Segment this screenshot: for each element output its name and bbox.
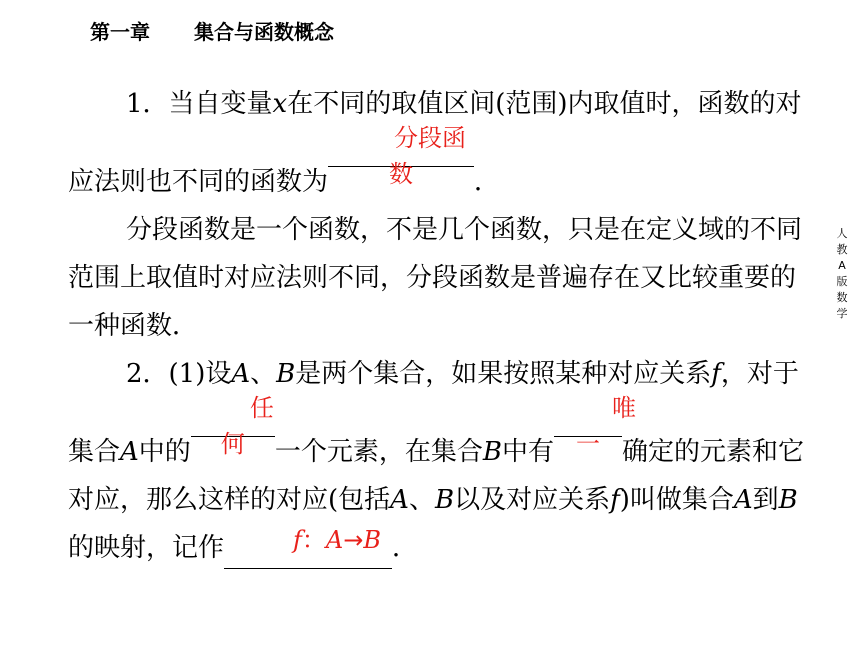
side-char: 数: [836, 291, 848, 304]
text: ．: [474, 167, 501, 197]
text: 中的: [138, 437, 191, 467]
text: 以及对应关系: [454, 485, 611, 515]
side-char: 人: [836, 227, 848, 240]
side-char: 版: [836, 275, 848, 288]
set-a: A: [390, 485, 409, 515]
text: ．: [392, 533, 419, 563]
chapter-title: 集合与函数概念: [194, 20, 334, 44]
text: 一个元素，在集合: [274, 437, 483, 467]
fill-blank-2: [191, 394, 275, 458]
fill-blank-4: [224, 526, 392, 569]
set-b: B: [276, 359, 296, 389]
arrow-icon: →: [343, 526, 364, 554]
side-label: [834, 226, 850, 322]
answer-1: 分段函数: [389, 124, 467, 188]
text: 中有: [501, 437, 554, 467]
set-b: B: [482, 437, 502, 467]
paragraph-2: 分段函数是一个函数，不是几个函数，只是在定义域的不同范围上取值时对应法则不同，分段函数是普遍存在又比较重要的一种函数．: [68, 215, 803, 341]
text: 1．当自变量: [126, 89, 273, 119]
answer-a: A: [325, 526, 344, 554]
side-char: 教: [836, 243, 848, 256]
variable-x: x: [272, 89, 288, 119]
answer-3: 唯一: [575, 394, 636, 458]
mapping-f: f: [610, 485, 620, 515]
paragraph-1: [68, 80, 804, 206]
chapter-number: 第一章: [90, 20, 150, 44]
mapping-f: f: [711, 359, 721, 389]
slide-content: [68, 80, 804, 572]
paragraph-3: [68, 350, 804, 572]
chapter-header: [90, 18, 334, 46]
answer-b: B: [363, 526, 381, 554]
fill-blank-1: [328, 124, 474, 188]
set-b: B: [778, 485, 798, 515]
set-b: B: [434, 485, 455, 515]
fill-blank-3: [554, 394, 636, 458]
text: 2．(1)设: [126, 359, 232, 389]
answer-2: 任何: [220, 394, 274, 458]
text: )叫做集合: [619, 485, 734, 515]
side-char: A: [838, 259, 846, 272]
set-a: A: [733, 485, 753, 515]
answer-4: [293, 526, 381, 554]
set-a: A: [120, 437, 139, 467]
answer-colon: ：: [301, 526, 326, 554]
text: 是两个集合，如果按照某种对应关系: [295, 359, 712, 389]
text: 、: [408, 485, 435, 515]
answer-f: f: [293, 526, 302, 554]
side-char: 学: [836, 307, 848, 320]
set-a: A: [231, 359, 251, 389]
text: 到: [752, 485, 779, 515]
text: 的映射，记作: [68, 533, 225, 563]
text: 在不同的取值区间(范围)内取值时，函数的对应法则也不同的函数为: [68, 89, 802, 197]
text: 、: [250, 359, 277, 389]
text: 确定的元素和它对应，那么这样的对应(包括: [68, 437, 804, 515]
text: ，对于集合: [68, 359, 799, 467]
